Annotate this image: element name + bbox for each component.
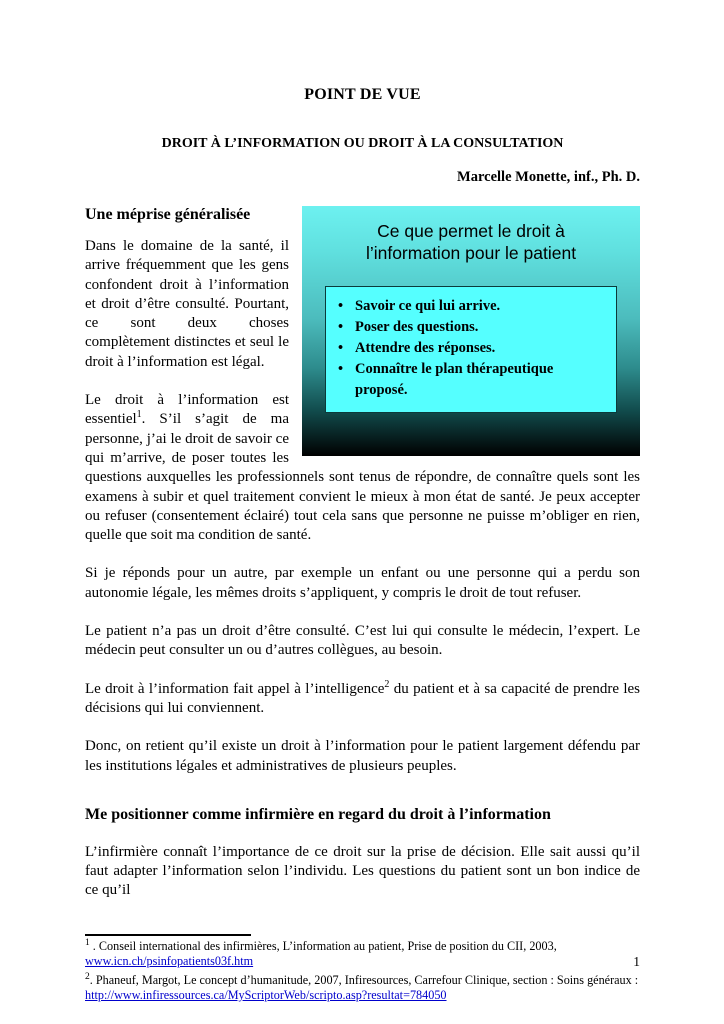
paragraph: Dans le domaine de la santé, il arrive fréquemment que les gens confondent droit à l’information et droit d’être consulté. Pourtant, ce sont deux choses complètement distinctes et seul le droit à l’information est légal. bbox=[85, 238, 289, 370]
paragraph: Si je réponds pour un autre, par exemple un enfant ou une personne qui a perdu son autonomie légale, les mêmes droits s’appliquent, y compris le droit de tout refuser. bbox=[85, 565, 640, 601]
slide-image bbox=[302, 206, 640, 456]
paragraph-text: . S’il s’agit de ma personne, j’ai le droit de savoir ce qui m’arrive, de poser toutes les questions auxquelles les professionnels sont tenus de répondre, de connaître quels sont les examens à subir et quel traitement convient le mieux à mon état de santé. Je peux accepter ou refuser (consentement éclairé) tout cela sans que personne ne puisse m’obliger en rien, quelle que soit ma condition de santé. bbox=[85, 411, 640, 544]
bullet-icon: • bbox=[338, 361, 344, 377]
slide-bullet-text: Connaître le plan thérapeutique proposé. bbox=[355, 361, 554, 398]
paragraph-text: Le droit à l’information fait appel à l’intelligence bbox=[85, 680, 385, 697]
footnote-text: . Conseil international des infirmières, L’information au patient, Prise de position du CII, 2003, bbox=[89, 938, 557, 953]
footnote-separator bbox=[85, 934, 251, 936]
page-number: 1 bbox=[633, 954, 640, 969]
bullet-icon: • bbox=[338, 298, 344, 314]
slide-title: Ce que permet le droit à l’information pour le patient bbox=[365, 221, 577, 263]
paragraph: L’infirmière connaît l’importance de ce droit sur la prise de décision. Elle sait aussi qu’il faut adapter l’information selon l’individu. Les questions du patient sont un bon indice de ce qu’il bbox=[85, 843, 640, 899]
page-title: POINT DE VUE bbox=[304, 86, 421, 103]
paragraph: Le patient n’a pas un droit d’être consulté. C’est lui qui consulte le médecin, l’expert. Le médecin peut consulter un ou d’autres collègues, au besoin. bbox=[85, 623, 640, 659]
footnote-link-2[interactable]: http://www.infiressources.ca/MyScriptorWeb/scripto.asp?resultat=784050 bbox=[85, 988, 447, 1003]
slide-bullet-box bbox=[325, 286, 617, 413]
bullet-icon: • bbox=[338, 319, 344, 335]
footnote-ref-2: 2 bbox=[384, 678, 390, 690]
footnote-1 bbox=[85, 939, 640, 970]
section-heading-2: Me positionner comme infirmière en regard du droit à l’information bbox=[85, 805, 551, 823]
slide-bullet-item bbox=[338, 296, 608, 317]
slide-bullet-text: Poser des questions. bbox=[355, 319, 479, 335]
footnote-marker-1: 1 bbox=[85, 937, 90, 948]
footnote-text: . Phaneuf, Margot, Le concept d’humanitude, 2007, Infiresources, Carrefour Clinique, section : Soins généraux : bbox=[89, 972, 639, 987]
footnote-marker-2: 2 bbox=[85, 971, 90, 982]
slide-bullet-item bbox=[338, 338, 608, 359]
slide-bullet-text: Savoir ce qui lui arrive. bbox=[355, 298, 501, 314]
paragraph bbox=[85, 680, 640, 719]
slide-bullet-text: Attendre des réponses. bbox=[355, 340, 496, 356]
footnote-link-1[interactable]: www.icn.ch/psinfopatients03f.htm bbox=[85, 954, 254, 969]
bullet-icon: • bbox=[338, 340, 344, 356]
section-misconception bbox=[85, 206, 640, 776]
doc-subtitle: DROIT À L’INFORMATION OU DROIT À LA CONSULTATION bbox=[161, 136, 564, 151]
paragraph-text: du patient et à sa capacité de prendre les décisions qui lui conviennent. bbox=[85, 680, 640, 716]
section-heading: Une méprise généralisée bbox=[85, 206, 251, 223]
author-line: Marcelle Monette, inf., Ph. D. bbox=[457, 169, 640, 185]
paragraph-text: Le droit à l’information est essentiel bbox=[85, 392, 289, 428]
footnote-ref-1: 1 bbox=[136, 409, 142, 421]
paragraph: Donc, on retient qu’il existe un droit à l’information pour le patient largement défendu par les institutions légales et administratives de plusieurs peuples. bbox=[85, 738, 640, 774]
slide-bullet-item bbox=[338, 359, 608, 401]
footnote-2 bbox=[85, 973, 640, 1004]
slide-bullet-item bbox=[338, 317, 608, 338]
